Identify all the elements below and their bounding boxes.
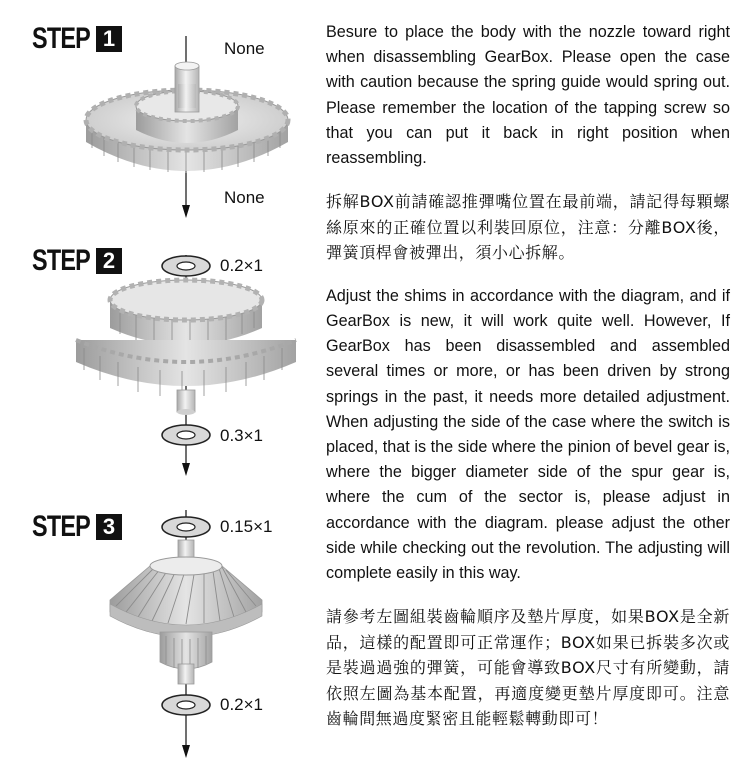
arrow-down-icon bbox=[182, 463, 190, 476]
arrow-down-icon bbox=[182, 745, 190, 758]
double-gear bbox=[76, 280, 296, 415]
shim-washer bbox=[162, 517, 210, 537]
arrow-down-icon bbox=[182, 205, 190, 218]
paragraph-en-disassembly: Besure to place the body with the nozzle toward right when disassembling GearBox. Please open the case with caution because the spring guide would spring out. Please remember the location of the tapping screw so that you can put it back in right position when reassembling. bbox=[326, 23, 730, 168]
instructions-text bbox=[326, 20, 730, 732]
shim-thickness-label: 0.2×1 bbox=[220, 256, 264, 275]
bevel-gear bbox=[110, 540, 262, 684]
paragraph-zh-disassembly: 拆解BOX前請確認推彈嘴位置在最前端，請記得每顆螺絲原來的正確位置以利裝回原位，注意：分離BOX後，彈簧頂桿會被彈出，須小心拆解。 bbox=[326, 192, 730, 263]
step-number-badge: 3 bbox=[96, 514, 122, 540]
step-number-badge: 1 bbox=[96, 26, 122, 52]
step-number-badge: 2 bbox=[96, 248, 122, 274]
step-word: STEP bbox=[32, 510, 91, 543]
label-none-bottom: None bbox=[224, 188, 265, 207]
shim-washer bbox=[162, 425, 210, 445]
shim-thickness-label: 0.3×1 bbox=[220, 426, 264, 445]
step-word: STEP bbox=[32, 244, 91, 277]
spur-gear bbox=[86, 62, 288, 173]
shim-thickness-label: 0.2×1 bbox=[220, 695, 264, 714]
shim-thickness-label: 0.15×1 bbox=[220, 517, 273, 536]
gear-assembly-illustration bbox=[0, 0, 320, 773]
label-none-top: None bbox=[224, 39, 265, 58]
shim-washer bbox=[162, 256, 210, 276]
paragraph-en-shim-adjustment: Adjust the shims in accordance with the diagram, and if GearBox is new, it will work quite well. However, If GearBox has been disassembled and assembled several times or more, or has been driven by strong springs in the past, it needs more detailed adjustment. When adjusting the side of the case where the switch is placed, that is the side where the pinion of bevel gear is, where the bigger diameter side of the spur gear is, where the cum of the sector is, please adjust in accordance with the diagram. please adjust the other side while checking out the revolution. The adjusting will complete easily in this way. bbox=[326, 286, 730, 582]
step-word: STEP bbox=[32, 22, 91, 55]
paragraph-zh-shim-adjustment: 請參考左圖組裝齒輪順序及墊片厚度，如果BOX是全新品，這樣的配置即可正常運作；BOX如果已拆裝多次或是裝過過強的彈簧，可能會導致BOX尺寸有所變動，請依照左圖為基本配置，再適度變更墊片厚度即可。注意齒輪間無過度緊密且能輕鬆轉動即可！ bbox=[326, 607, 730, 729]
shim-washer bbox=[162, 695, 210, 715]
